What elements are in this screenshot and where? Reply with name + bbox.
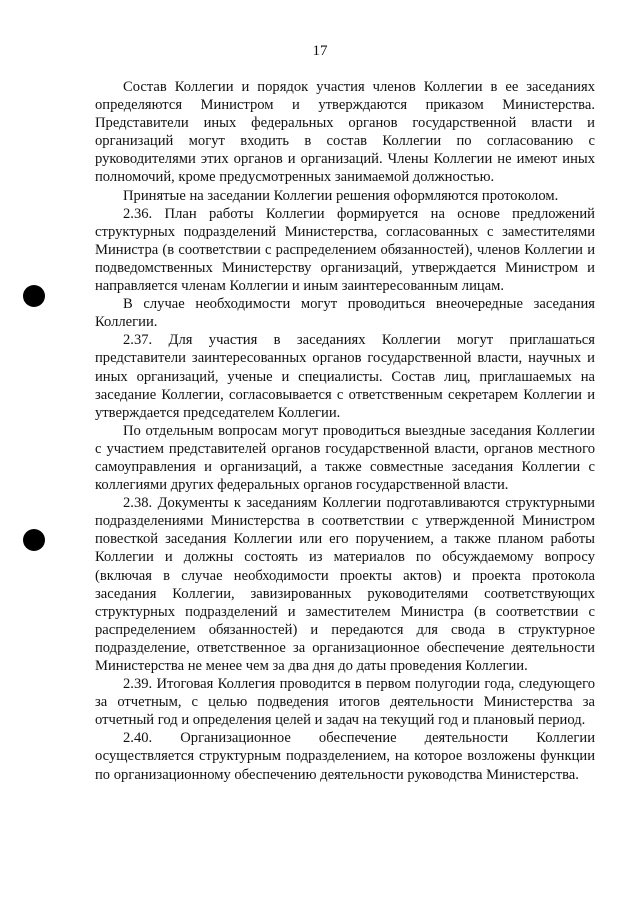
- paragraph-collegium-composition: Состав Коллегии и порядок участия членов Коллегии в ее заседаниях определяются Министром и утверждаются приказом Министерства. Представители иных федеральных органов государственной власти и организаций могут входить в состав Коллегии по согласованию с руководителями этих органов и организаций. Члены Коллегии не имеют иных полномочий, кроме предусмотренных занимаемой должностью.: [95, 79, 595, 186]
- document-body: [95, 78, 595, 784]
- paragraph-2-36-work-plan: 2.36. План работы Коллегии формируется на основе предложений структурных подразделений Министерства, согласованных с заместителями Министра (в соответствии с распределением обязанностей), членов Коллегии и подведомственных Министерству организаций, утверждается Министром и направляется членам Коллегии и иным заинтересованным лицам.: [95, 205, 595, 295]
- paragraph-extraordinary-meetings: В случае необходимости могут проводиться внеочередные заседания Коллегии.: [95, 296, 595, 331]
- paragraph-2-38-meeting-documents: 2.38. Документы к заседаниям Коллегии подготавливаются структурными подразделениями Министерства в соответствии с утвержденной Министром повесткой заседания Коллегии или его поручением, а также планом работы Коллегии и должны состоять из материалов по обсуждаемому вопросу (включая в случае необходимости проекты актов) и проекта протокола заседания Коллегии, завизированных руководителями соответствующих структурных подразделений и заместителем Министра (в соответствии с распределением обязанностей) и передаются для свода в структурное подразделение, ответственное за организационное обеспечение деятельности Министерства не менее чем за два дня до даты проведения Коллегии.: [95, 495, 595, 674]
- punch-hole: [23, 285, 45, 307]
- paragraph-field-meetings: По отдельным вопросам могут проводиться выездные заседания Коллегии с участием представителей органов государственной власти, органов местного самоуправления и организаций, а также совместные заседания Коллегии с коллегиями других федеральных органов государственной власти.: [95, 422, 595, 494]
- paragraph-decisions-protocol: Принятые на заседании Коллегии решения оформляются протоколом.: [123, 187, 559, 204]
- paragraph-2-40-organizational-support: 2.40. Организационное обеспечение деятельности Коллегии осуществляется структурным подразделением, на которое возложены функции по организационному обеспечению деятельности руководства Министерства.: [95, 730, 595, 783]
- paragraph-2-39-final-collegium: 2.39. Итоговая Коллегия проводится в первом полугодии года, следующего за отчетным, с целью подведения итогов деятельности Министерства за отчетный год и определения целей и задач на текущий год и плановый период.: [95, 676, 595, 729]
- page-number: 17: [312, 43, 328, 59]
- paragraph-2-37-invited-participants: 2.37. Для участия в заседаниях Коллегии могут приглашаться представители заинтересованных органов государственной власти, научных и иных организаций, ученые и специалисты. Состав лиц, приглашаемых на заседание Коллегии, согласовывается с ответственным секретарем Коллегии и утверждается председателем Коллегии.: [95, 332, 595, 421]
- punch-hole: [23, 529, 45, 551]
